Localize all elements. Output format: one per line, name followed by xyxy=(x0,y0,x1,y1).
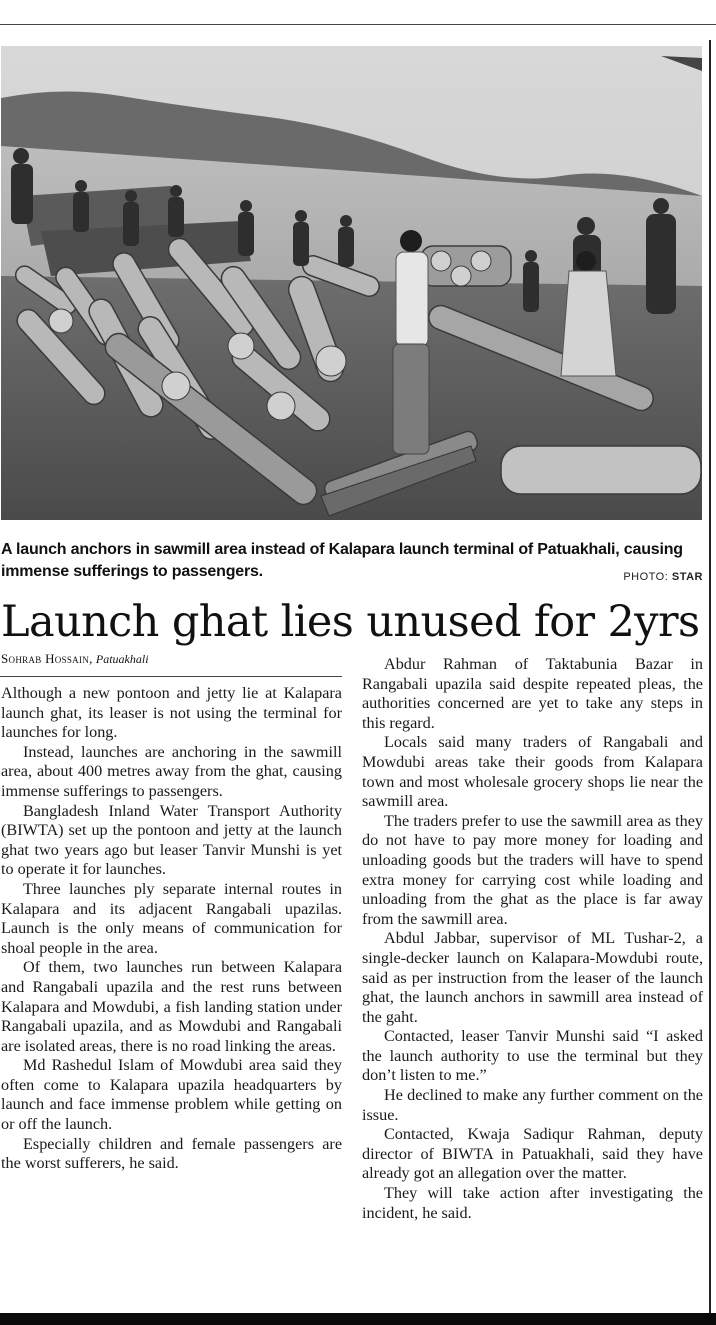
paragraph: He declined to make any further comment on the issue. xyxy=(362,1086,703,1124)
page-edge xyxy=(709,40,711,1325)
paragraph: Locals said many traders of Rangabali and Mowdubi areas take their goods from Kalapara town and most wholesale grocery shops lie near the sawmill area. xyxy=(362,733,703,811)
byline-rule xyxy=(0,676,342,677)
paragraph: Although a new pontoon and jetty lie at Kalapara launch ghat, its leaser is not using the terminal for launches for long. xyxy=(1,684,342,742)
photo-caption: A launch anchors in sawmill area instead of Kalapara launch terminal of Patuakhali, causing immense sufferings to passengers. xyxy=(1,541,683,580)
paragraph: Contacted, Kwaja Sadiqur Rahman, deputy director of BIWTA in Patuakhali, said they have already got an allegation over the matter. xyxy=(362,1125,703,1183)
paragraph: Md Rashedul Islam of Mowdubi area said they often come to Kalapara upazila headquarters by launch and face immense problem while getting on or off the launch. xyxy=(1,1056,342,1134)
paragraph: The traders prefer to use the sawmill area as they do not have to pay more money for loading and unloading goods but the traders will have to spend extra money for carrying cost while loading and unloading from the ghat as the place is far away from the sawmill area. xyxy=(362,811,703,928)
byline-location: Patuakhali xyxy=(95,652,149,666)
paragraph: Three launches ply separate internal routes in Kalapara and its adjacent Rangabali upazilas. Launch is the only means of communication for shoal people in the area. xyxy=(1,879,342,957)
paragraph: Especially children and female passengers are the worst sufferers, he said. xyxy=(1,1134,342,1173)
paragraph: Of them, two launches run between Kalapara and Rangabali upazila and the rest runs between Kalapara and Mowdubi, a fish landing station under Rangabali upazila, and as Mowdubi and Rangabali are isolated areas, there is no road linking the areas. xyxy=(1,958,342,1055)
paragraph: Contacted, leaser Tanvir Munshi said “I asked the launch authority to use the terminal but they don’t listen to me.” xyxy=(362,1027,703,1085)
photo-credit-source: STAR xyxy=(671,571,703,583)
photo-credit xyxy=(623,571,703,583)
news-photo xyxy=(1,46,702,520)
photo-credit-prefix: PHOTO: xyxy=(623,571,669,583)
paragraph: Bangladesh Inland Water Transport Authority (BIWTA) set up the pontoon and jetty at the launch ghat two years ago but leaser Tanvir Munshi is yet to operate it for launches. xyxy=(1,801,342,879)
byline xyxy=(1,651,149,667)
paragraph: Abdur Rahman of Taktabunia Bazar in Rangabali upazila said despite repeated pleas, the authorities concerned are yet to take any steps in this regard. xyxy=(362,655,703,732)
article-column-left xyxy=(1,684,342,1174)
article-column-right xyxy=(362,655,703,1223)
paragraph: They will take action after investigating the incident, he said. xyxy=(362,1184,703,1222)
paragraph: Instead, launches are anchoring in the sawmill area, about 400 metres away from the ghat, causing immense sufferings to passengers. xyxy=(1,742,342,800)
top-rule xyxy=(0,24,716,25)
byline-author: Sohrab Hossain, xyxy=(1,651,93,666)
bottom-border xyxy=(0,1313,716,1325)
article-headline: Launch ghat lies unused for 2yrs xyxy=(1,597,700,647)
paragraph: Abdul Jabbar, supervisor of ML Tushar-2, a single-decker launch on Kalapara-Mowdubi route, said as per instruction from the leaser of the launch ghat, the launch anchors in sawmill area instead of the gaht. xyxy=(362,929,703,1026)
